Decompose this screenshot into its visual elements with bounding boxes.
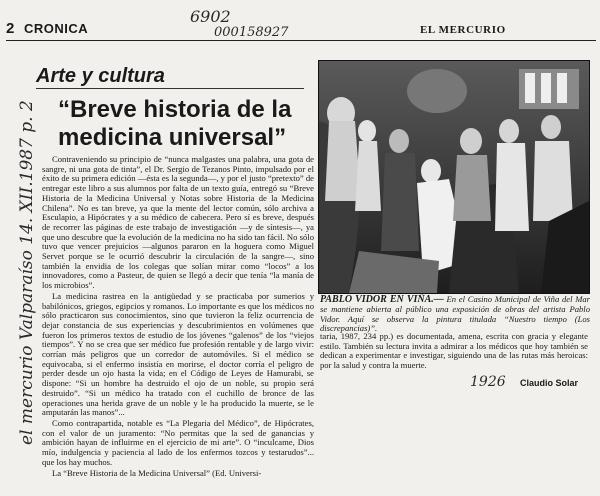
handwritten-source-note: el mercurio Valparaíso 14. XII.1987 p. 2 <box>17 100 37 445</box>
author-byline: Claudio Solar <box>520 378 579 388</box>
article-body-column-1 <box>42 155 314 495</box>
painting-photo <box>318 60 590 294</box>
paragraph-1: Contraveniendo su principio de “nunca malgastes una palabra, una gota de sangre, ni una gota de tinta”, el Dr. Sergio de Tezanos Pinto, impulsado por el éxito de su primera edición —ésta es la segunda—, y por el justo “pretexto” de entregar este libro a sus alumnos por falta de un texto guía, entregó su “Breve Historia de la Medicina Universal y Notas sobre Historia de la Medicina Chilena”. No es tan breve, ya que la mente del lector común, sólo archiva a Esculapio, a Hipócrates y a su médico de cabecera. Pero sí es breve, después de recorrer las páginas de este trabajo de investigación —y de síntesis—, ya que uno descubre que la evolución de la medicina no ha sido tan fácil. No sólo tuvo que vencer prejuicios —algunos pararon en la hoguera como Miguel Servet porque se le ocurrió descubrir la circulación de la sangre—, sino también la envidia de los colegas que solían mirar como “locos” a los innovadores, como a Pasteur, de quien se llegó a decir que tenía “la manía de los microbios”. <box>42 155 314 291</box>
painting-image <box>319 61 589 293</box>
paragraph-3: Como contrapartida, notable es “La Plegaria del Médico”, de Hipócrates, con el valor de un juramento: “No permitas que la sed de ganancias y ambición hayan de influirme en el ejercicio de mi arte”. O “inculcame, Dios mío, indulgencia y paciencia al lado de los enfermos tozcos y testarudos”... que los hay muchos. <box>42 417 314 467</box>
handwritten-number: 6902 <box>190 7 231 26</box>
caption-title: PABLO VIDOR EN VIÑA.— <box>320 294 444 305</box>
kicker-rule <box>36 88 304 89</box>
caption-body: En el Casino Municipal de Viña del Mar se mantiene abierta al público una exposición de obras del artista Pablo Vidor. Aquí se observa la pintura titulada “Nuestro tiempo (Los discrepancias)”. <box>320 294 591 334</box>
handwritten-code: 000158927 <box>214 25 289 40</box>
section-kicker: Arte y cultura <box>36 65 165 87</box>
article-headline: “Breve historia de la medicina universal” <box>58 96 292 151</box>
newspaper-name: EL MERCURIO <box>420 24 506 36</box>
paragraph-2: La medicina rastrea en la antigüedad y se practicaba por sumerios y babilónicos, griegos, egipcios y romanos. Lo importante es que los médicos no sólo practicaron sus conocimientos, sino que tuvieron la feliz ocurrencia de dejar constancia de sus experiencias y descubrimientos en volúmenes que fueron los primeros textos de estudio de los jóvenes “galenos” de los “viejos tiempos”. Y no se crea que ser médico fue profesión rentable y de largo vivir: corrían más peligros que un corredor de automóviles. Si el médico se equivocaba, si el enfermo insistía en morirse, el doctor corría el peligro de perder desde un ojo hasta la vida; en el Código de Leyes de Hamurabi, se dispone: “Si un hombre ha destruido el ojo de un noble, su propio será destruido”. “Si un médico ha tratado con el cuchillo de bronce de las operaciones una herida grave de un noble y le ha producido la muerte, se le amputarán las manos”... <box>42 290 314 418</box>
section-name: CRONICA <box>24 21 89 36</box>
photo-caption <box>320 294 590 334</box>
page-number: 2 <box>6 20 15 37</box>
header-rule <box>6 40 596 41</box>
article-continuation: taria, 1987, 234 pp.) es documentada, amena, escrita con gracia y elegante estilo. También su lectura invita a admirar a los médicos que hoy también se dedican a experimentar e investigar, siguiendo una de las rutas más heroicas: por la salud y contra la muerte. <box>320 331 588 371</box>
paragraph-4: La “Breve Historia de la Medicina Universal” (Ed. Universi- <box>52 467 262 478</box>
handwritten-year: 1926 <box>470 374 506 390</box>
